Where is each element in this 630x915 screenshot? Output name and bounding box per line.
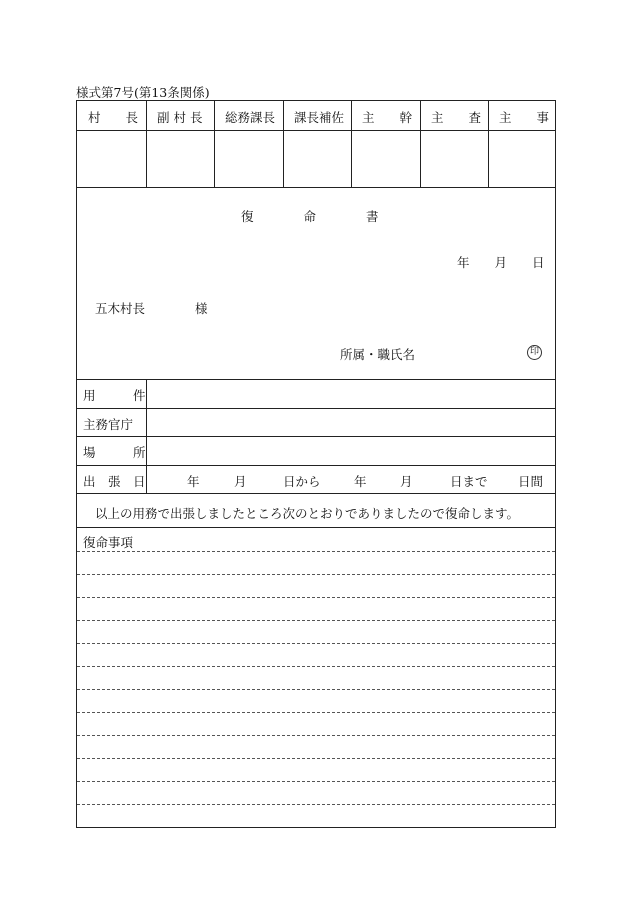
place-field[interactable] <box>147 437 555 465</box>
ruled-line <box>77 666 555 667</box>
approval-header-manager: 主 幹 <box>362 110 413 125</box>
trip-end-day[interactable]: 日まで <box>450 474 488 489</box>
seal-box-deputy-head[interactable] <box>147 131 214 187</box>
report-form <box>76 100 556 828</box>
divider <box>77 187 555 188</box>
approval-header-inspector: 主 査 <box>431 110 482 125</box>
affiliation-label: 所属・職氏名 <box>340 347 416 362</box>
seal-box-manager[interactable] <box>352 131 420 187</box>
ruled-line <box>77 643 555 644</box>
ruled-line <box>77 735 555 736</box>
addressee: 五木村長 様 <box>95 301 208 316</box>
row-label-trip-dates: 出 張 日 <box>83 474 146 489</box>
ruled-line <box>77 574 555 575</box>
form-number-label: 様式第7号(第13条関係) <box>76 85 210 100</box>
seal-box-inspector[interactable] <box>421 131 488 187</box>
trip-duration-days[interactable]: 日間 <box>518 474 544 489</box>
seal-box-general-affairs-chief[interactable] <box>215 131 283 187</box>
approval-header-clerk: 主 事 <box>499 110 550 125</box>
ruled-line <box>77 781 555 782</box>
row-label-office: 主務官庁 <box>83 417 134 432</box>
ruled-line <box>77 804 555 805</box>
business-field[interactable] <box>147 380 555 408</box>
ruled-line <box>77 551 555 552</box>
report-items-label: 復命事項 <box>83 535 134 550</box>
seal-mark-icon: 印 <box>527 345 542 360</box>
divider <box>77 527 555 528</box>
row-label-business: 用 件 <box>83 388 146 403</box>
seal-box-clerk[interactable] <box>489 131 555 187</box>
approval-header-deputy-head: 副 村 長 <box>157 110 203 125</box>
approval-header-general-affairs-chief: 総務課長 <box>225 110 276 125</box>
trip-start-month[interactable]: 月 <box>234 474 247 489</box>
divider <box>77 465 555 466</box>
ruled-line <box>77 758 555 759</box>
ruled-line <box>77 620 555 621</box>
office-field[interactable] <box>147 409 555 436</box>
trip-end-year[interactable]: 年 <box>354 474 367 489</box>
ruled-line <box>77 689 555 690</box>
document-title: 復 命 書 <box>241 209 379 224</box>
statement-text: 以上の用務で出張しましたところ次のとおりでありましたので復命します。 <box>95 506 520 521</box>
seal-box-village-head[interactable] <box>77 131 146 187</box>
trip-start-year[interactable]: 年 <box>187 474 200 489</box>
ruled-line <box>77 712 555 713</box>
date-line[interactable]: 年 月 日 <box>457 255 545 270</box>
divider <box>77 493 555 494</box>
approval-header-village-head: 村 長 <box>88 110 139 125</box>
approval-header-assistant-chief: 課長補佐 <box>294 110 345 125</box>
row-label-place: 場 所 <box>83 445 146 460</box>
trip-start-day[interactable]: 日から <box>283 474 321 489</box>
seal-box-assistant-chief[interactable] <box>284 131 351 187</box>
ruled-line <box>77 597 555 598</box>
trip-end-month[interactable]: 月 <box>400 474 413 489</box>
